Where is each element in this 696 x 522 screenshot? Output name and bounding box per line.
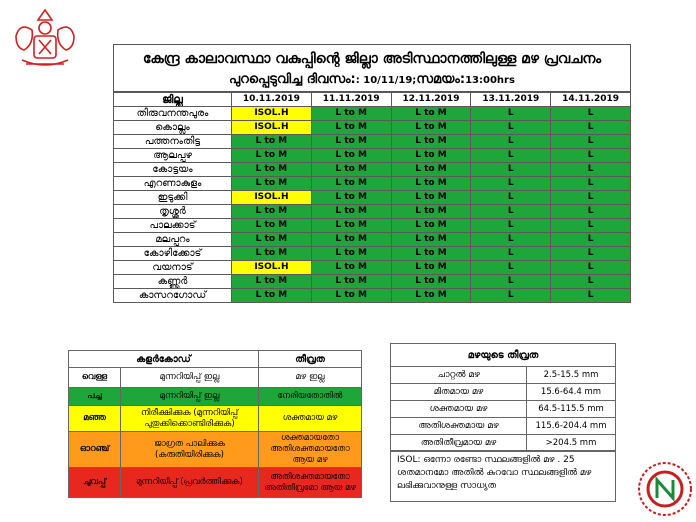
title-box <box>113 44 631 92</box>
intensity-header-row <box>391 344 616 367</box>
forecast-cell: L <box>471 135 551 149</box>
date-header: 13.11.2019 <box>471 93 551 107</box>
district-name: എറണാകുളം <box>114 177 232 191</box>
legend-color-name: ചുവപ്പ് <box>69 468 121 498</box>
forecast-cell: L <box>471 163 551 177</box>
district-name: തിരുവനന്തപുരം <box>114 107 232 121</box>
table-row <box>114 219 631 233</box>
forecast-cell: L to M <box>232 233 312 247</box>
legend-color-name: വെള്ള <box>69 368 121 388</box>
forecast-cell: L to M <box>232 275 312 289</box>
forecast-cell: L <box>551 261 631 275</box>
forecast-cell: L <box>551 163 631 177</box>
page-title: കേന്ദ്ര കാലാവസ്ഥാ വകുപ്പിന്റെ ജില്ലാ അടിസ്ഥാനത്തിലുള്ള മഴ പ്രവചനം <box>142 51 602 67</box>
forecast-cell: L <box>471 121 551 135</box>
forecast-cell: L <box>471 107 551 121</box>
district-name: ഇടുക്കി <box>114 191 232 205</box>
forecast-cell: L to M <box>311 289 391 303</box>
intensity-range: >204.5 mm <box>527 435 616 452</box>
table-row <box>114 177 631 191</box>
intensity-range: 115.6-204.4 mm <box>527 418 616 435</box>
forecast-cell: L to M <box>391 289 471 303</box>
isol-note: ISOL: ഒന്നോ രണ്ടോ സ്ഥലങ്ങളിൽ മഴ . 25 ശതമാനമോ അതിൽ കുറവോ സ്ഥലങ്ങളിൽ മഴ ലഭിക്കുവാനുള്ള സാധ്യത <box>390 450 616 502</box>
time-unit: hrs <box>496 75 515 86</box>
forecast-cell: L <box>471 149 551 163</box>
forecast-cell: L to M <box>391 135 471 149</box>
forecast-cell: L to M <box>391 233 471 247</box>
legend-color-name: മഞ്ഞ <box>69 406 121 432</box>
district-name: കണ്ണൂർ <box>114 275 232 289</box>
forecast-cell: L to M <box>391 163 471 177</box>
issued-date: : 10/11/19; <box>355 75 417 86</box>
forecast-cell: L to M <box>391 219 471 233</box>
legend-meaning: മുന്നറിയിപ്പ് (പ്രവർത്തിക്കുക) <box>121 468 259 498</box>
forecast-header-row <box>114 93 631 107</box>
forecast-cell: L <box>551 205 631 219</box>
forecast-cell: L to M <box>311 205 391 219</box>
forecast-cell: L to M <box>391 261 471 275</box>
district-name: പാലക്കാട് <box>114 219 232 233</box>
forecast-cell: L to M <box>311 121 391 135</box>
date-header: 12.11.2019 <box>391 93 471 107</box>
forecast-cell: L to M <box>311 275 391 289</box>
intensity-header: മഴയുടെ തീവ്രത <box>391 344 616 367</box>
legend-colorcode-header: കളർകോഡ് <box>69 351 259 368</box>
forecast-cell: L <box>551 191 631 205</box>
forecast-cell: L to M <box>232 149 312 163</box>
legend-row <box>69 406 362 432</box>
forecast-cell: L <box>471 247 551 261</box>
intensity-row <box>391 435 616 452</box>
forecast-cell: L to M <box>311 149 391 163</box>
intensity-label: അതിശക്തമായ മഴ <box>391 418 527 435</box>
district-name: മലപ്പുറം <box>114 233 232 247</box>
intensity-label: മിതമായ മഴ <box>391 384 527 401</box>
date-header: 10.11.2019 <box>232 93 312 107</box>
forecast-cell: ISOL.H <box>232 191 312 205</box>
legend-row <box>69 468 362 498</box>
forecast-cell: L <box>551 247 631 261</box>
legend-header-row <box>69 351 362 368</box>
intensity-row <box>391 384 616 401</box>
district-header: ജില്ല <box>114 93 232 107</box>
time-label: സമയം: <box>416 72 466 87</box>
legend-intensity: അതിശക്തമായതോ അതിതീവ്രമോ ആയ മഴ <box>259 468 362 498</box>
legend-intensity-header: തീവ്രത <box>259 351 362 368</box>
issued-line <box>114 72 630 87</box>
legend-meaning: നിരീക്ഷിക്കുക (മുന്നറിയിപ്പ് പുതുക്കിക്കൊണ്ടിരിക്കുക) <box>121 406 259 432</box>
table-row <box>114 121 631 135</box>
forecast-cell: L <box>551 233 631 247</box>
district-name: കോഴിക്കോട് <box>114 247 232 261</box>
district-name: ആലപ്പുഴ <box>114 149 232 163</box>
district-name: കാസറഗോഡ് <box>114 289 232 303</box>
forecast-cell: L to M <box>311 177 391 191</box>
table-row <box>114 247 631 261</box>
legend-row <box>69 368 362 388</box>
forecast-cell: L <box>551 275 631 289</box>
forecast-cell: L to M <box>232 247 312 261</box>
table-row <box>114 289 631 303</box>
intensity-row <box>391 367 616 384</box>
legend-meaning: മുന്നറിയിപ്പ് ഇല്ല <box>121 388 259 406</box>
forecast-cell: L to M <box>311 247 391 261</box>
legend-row <box>69 388 362 406</box>
legend-color-name: ഓറഞ്ച് <box>69 432 121 468</box>
district-name: വയനാട് <box>114 261 232 275</box>
district-name: കൊല്ലം <box>114 121 232 135</box>
table-row <box>114 149 631 163</box>
forecast-cell: L to M <box>391 121 471 135</box>
issued-label: പുറപ്പെടുവിച്ച ദിവസം: <box>229 72 356 87</box>
legend-intensity: ശക്തമായതോ അതിശക്തമായതോ ആയ മഴ <box>259 432 362 468</box>
forecast-cell: ISOL.H <box>232 121 312 135</box>
forecast-cell: L <box>551 219 631 233</box>
table-row <box>114 163 631 177</box>
forecast-table <box>113 92 631 303</box>
color-code-legend <box>68 350 362 498</box>
intensity-label: ശക്തമായ മഴ <box>391 401 527 418</box>
table-row <box>114 135 631 149</box>
intensity-range: 2.5-15.5 mm <box>527 367 616 384</box>
forecast-cell: L <box>551 135 631 149</box>
forecast-cell: L to M <box>311 107 391 121</box>
table-row <box>114 275 631 289</box>
forecast-cell: L <box>471 205 551 219</box>
forecast-cell: L <box>471 191 551 205</box>
forecast-cell: L <box>551 177 631 191</box>
forecast-cell: ISOL.H <box>232 261 312 275</box>
forecast-cell: L to M <box>391 149 471 163</box>
forecast-cell: L <box>551 289 631 303</box>
table-row <box>114 191 631 205</box>
forecast-cell: L to M <box>391 107 471 121</box>
rain-intensity-table <box>390 343 616 452</box>
forecast-cell: L <box>471 219 551 233</box>
forecast-cell: L <box>551 121 631 135</box>
intensity-row <box>391 401 616 418</box>
legend-intensity: നേരിയതോതിൽ <box>259 388 362 406</box>
forecast-cell: L <box>471 261 551 275</box>
date-header: 11.11.2019 <box>311 93 391 107</box>
circular-logo-icon <box>636 460 694 518</box>
intensity-range: 64.5-115.5 mm <box>527 401 616 418</box>
forecast-cell: L to M <box>311 163 391 177</box>
forecast-cell: L <box>551 149 631 163</box>
legend-color-name: പച്ച <box>69 388 121 406</box>
forecast-cell: L to M <box>311 219 391 233</box>
time-value: 13:00 <box>465 75 497 86</box>
forecast-cell: L <box>471 177 551 191</box>
forecast-cell: L to M <box>232 177 312 191</box>
forecast-cell: L to M <box>391 247 471 261</box>
forecast-cell: L <box>471 233 551 247</box>
forecast-cell: L to M <box>391 275 471 289</box>
district-name: പത്തനംതിട്ട <box>114 135 232 149</box>
forecast-cell: L to M <box>391 191 471 205</box>
table-row <box>114 233 631 247</box>
forecast-cell: L to M <box>391 205 471 219</box>
date-header: 14.11.2019 <box>551 93 631 107</box>
legend-meaning: മുന്നറിയിപ്പ് ഇല്ല <box>121 368 259 388</box>
forecast-cell: L to M <box>232 289 312 303</box>
forecast-cell: L to M <box>391 177 471 191</box>
table-row <box>114 205 631 219</box>
forecast-cell: L <box>551 107 631 121</box>
forecast-cell: L to M <box>232 135 312 149</box>
intensity-row <box>391 418 616 435</box>
forecast-cell: L to M <box>232 219 312 233</box>
table-row <box>114 107 631 121</box>
forecast-cell: L to M <box>311 135 391 149</box>
forecast-cell: L to M <box>311 261 391 275</box>
forecast-cell: L to M <box>311 233 391 247</box>
forecast-cell: ISOL.H <box>232 107 312 121</box>
legend-meaning: ജാഗ്രത പാലിക്കുക (കരുതിയിരിക്കുക) <box>121 432 259 468</box>
forecast-cell: L to M <box>311 191 391 205</box>
forecast-cell: L to M <box>232 163 312 177</box>
legend-intensity: മഴ ഇല്ല <box>259 368 362 388</box>
forecast-cell: L <box>471 275 551 289</box>
forecast-cell: L to M <box>232 205 312 219</box>
forecast-cell: L <box>471 289 551 303</box>
table-row <box>114 261 631 275</box>
legend-intensity: ശക്തമായ മഴ <box>259 406 362 432</box>
kerala-emblem-icon <box>6 6 84 70</box>
intensity-label: ചാറ്റൽ മഴ <box>391 367 527 384</box>
intensity-label: അതിതീവ്രമായ മഴ <box>391 435 527 452</box>
district-name: കോട്ടയം <box>114 163 232 177</box>
district-name: തൃശ്ശൂർ <box>114 205 232 219</box>
intensity-range: 15.6-64.4 mm <box>527 384 616 401</box>
legend-row <box>69 432 362 468</box>
